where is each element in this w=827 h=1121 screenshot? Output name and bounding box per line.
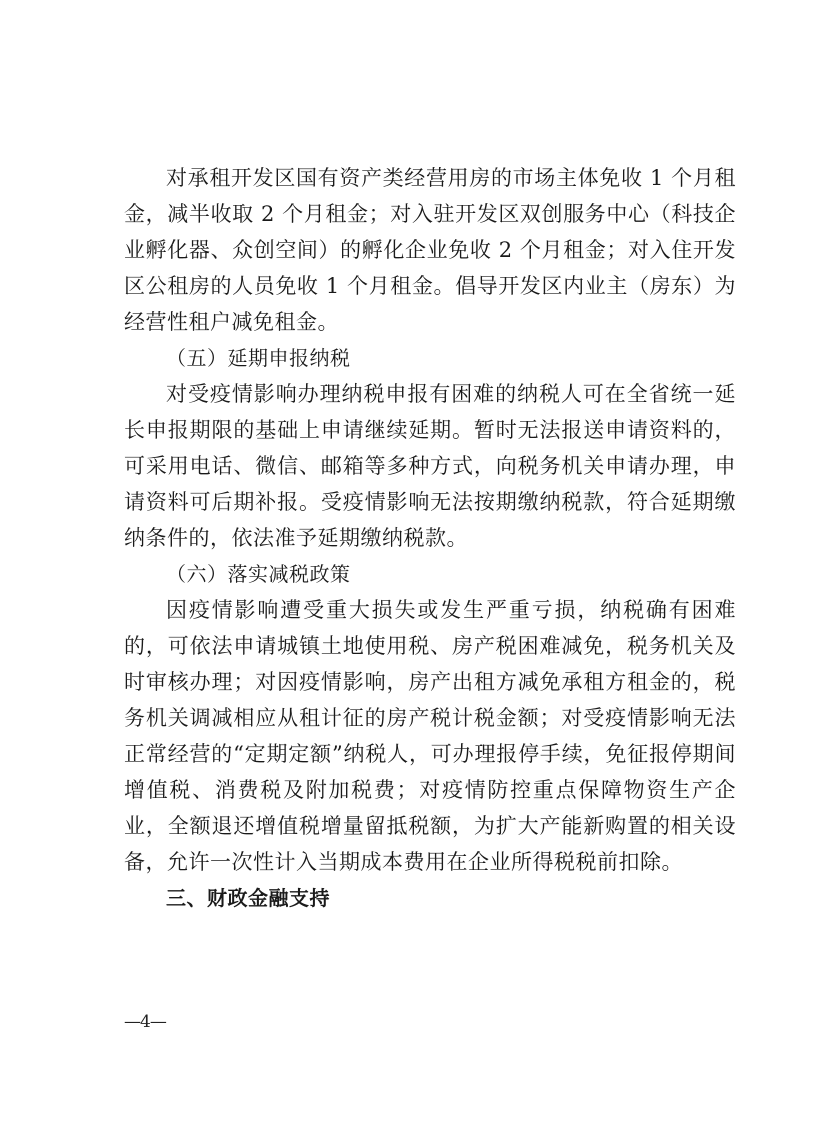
document-body bbox=[124, 160, 736, 916]
page-number: —4— bbox=[124, 1012, 166, 1032]
paragraph-rent-relief: 对承租开发区国有资产类经营用房的市场主体免收 1 个月租金，减半收取 2 个月租金；对入驻开发区双创服务中心（科技企业孵化器、众创空间）的孵化企业免收 2 个月租金；对入住开发区公租房的人员免收 1 个月租金。倡导开发区内业主（房东）为经营性租户减免租金。 bbox=[124, 166, 736, 334]
section-heading-tax-reduction: （六）落实减税政策 bbox=[166, 562, 351, 586]
section-heading-financial-support: 三、财政金融支持 bbox=[166, 886, 330, 910]
paragraph-tax-reduction: 因疫情影响遭受重大损失或发生严重亏损，纳税确有困难的，可依法申请城镇土地使用税、房产税困难减免，税务机关及时审核办理；对因疫情影响，房产出租方减免承租方租金的，税务机关调减相应从租计征的房产税计税金额；对受疫情影响无法正常经营的“定期定额”纳税人，可办理报停手续，免征报停期间增值税、消费税及附加税费；对疫情防控重点保障物资生产企业，全额退还增值税增量留抵税额，为扩大产能新购置的相关设备，允许一次性计入当期成本费用在企业所得税税前扣除。 bbox=[124, 598, 736, 874]
section-heading-deferred-filing: （五）延期申报纳税 bbox=[166, 346, 351, 370]
paragraph-deferred-filing: 对受疫情影响办理纳税申报有困难的纳税人可在全省统一延长申报期限的基础上申请继续延期。暂时无法报送申请资料的，可采用电话、微信、邮箱等多种方式，向税务机关申请办理，申请资料可后期补报。受疫情影响无法按期缴纳税款，符合延期缴纳条件的，依法准予延期缴纳税款。 bbox=[124, 382, 736, 550]
